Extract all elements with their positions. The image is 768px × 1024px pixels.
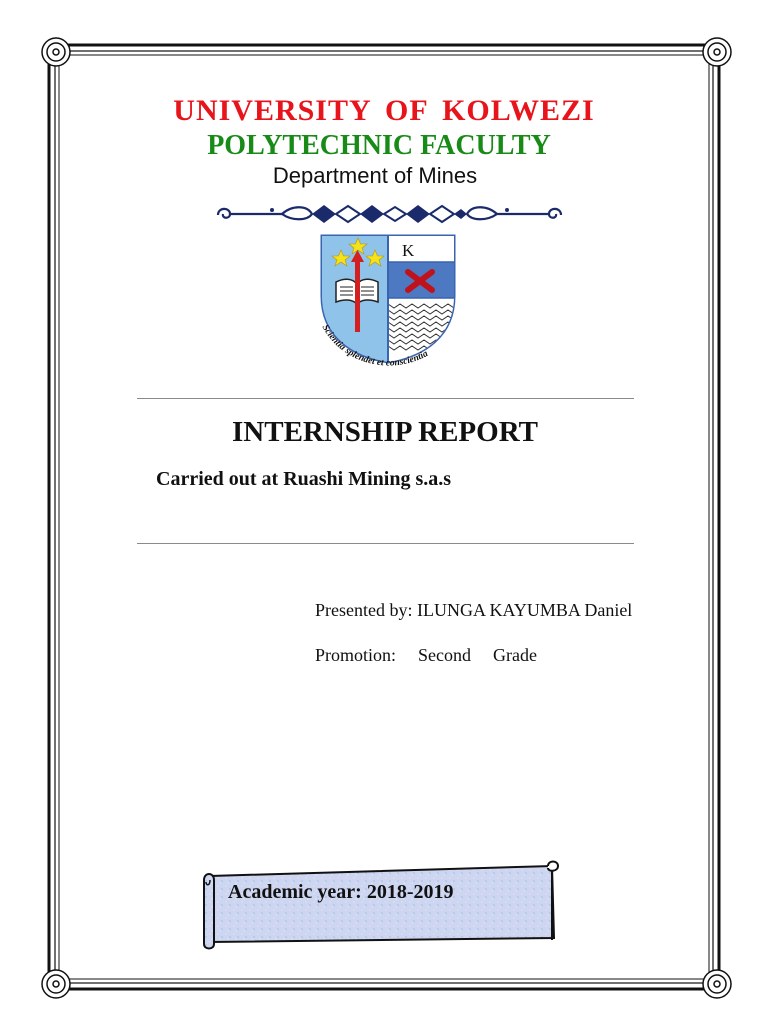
academic-year: Academic year: 2018-2019	[228, 881, 454, 903]
faculty-name: POLYTECHNIC FACULTY	[207, 130, 551, 161]
promotion-value-second: Second	[418, 645, 472, 665]
report-title: INTERNSHIP REPORT	[232, 416, 538, 448]
top-rule	[137, 398, 634, 399]
academic-year-scroll-banner	[192, 860, 564, 952]
crest-motto: Scientia splendet et conscientia	[319, 323, 430, 369]
department-name: Department of Mines	[272, 163, 478, 188]
ornamental-divider	[212, 201, 567, 227]
university-crest-logo	[316, 230, 462, 376]
crest-letter: K	[402, 241, 415, 260]
university-name: UNIVERSITY OF KOLWEZI	[173, 94, 595, 127]
promotion-value-grade: Grade	[493, 645, 537, 665]
bottom-rule	[137, 543, 634, 544]
promotion-line	[315, 645, 559, 666]
promotion-label: Promotion:	[315, 645, 397, 665]
report-subtitle: Carried out at Ruashi Mining s.a.s	[156, 468, 452, 490]
presented-by-line: Presented by: ILUNGA KAYUMBA Daniel	[315, 600, 633, 620]
